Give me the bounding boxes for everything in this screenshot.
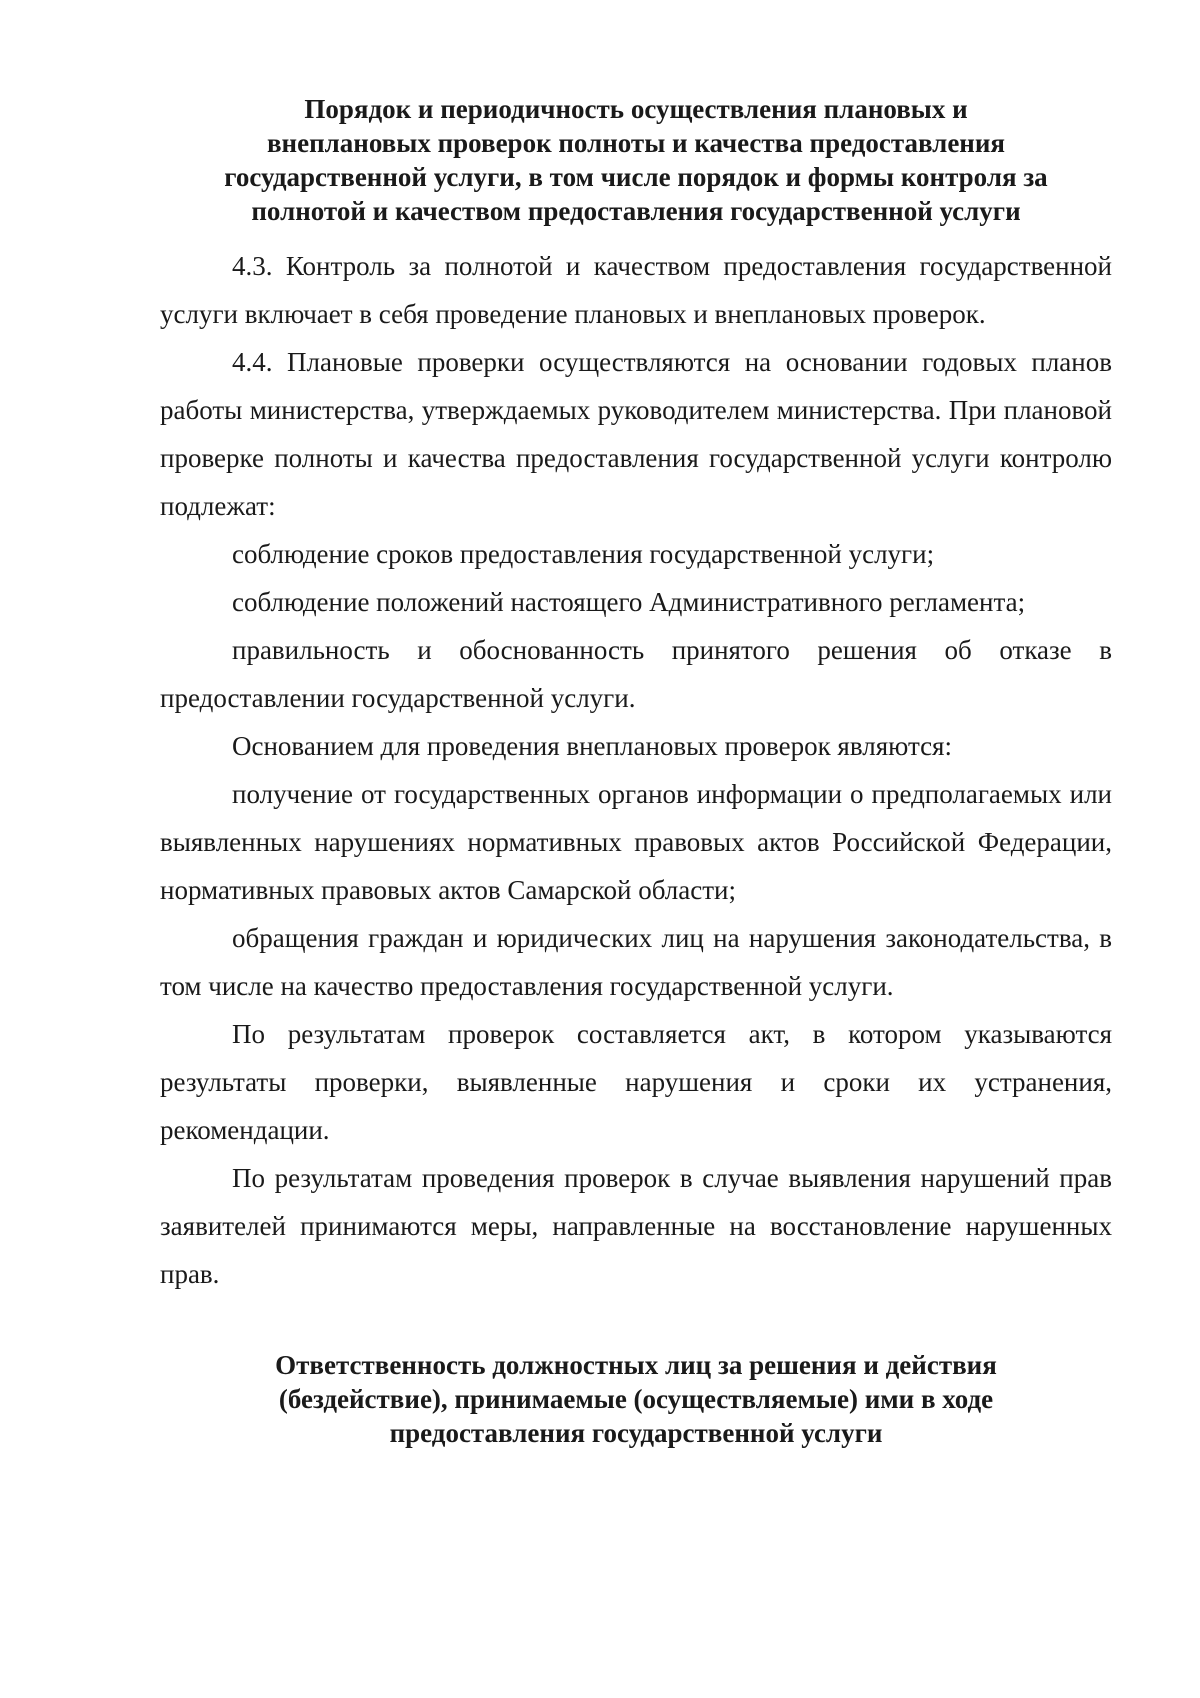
- heading-line: государственной услуги, в том числе порядок и формы контроля за: [224, 162, 1048, 192]
- heading-line: предоставления государственной услуги: [389, 1418, 883, 1448]
- paragraph-item-appeals: обращения граждан и юридических лиц на нарушения законодательства, в том числе на качество предоставления государственной услуги.: [160, 923, 1112, 1001]
- paragraph-item-regulation: соблюдение положений настоящего Административного регламента;: [232, 587, 1026, 617]
- paragraph-unscheduled-grounds: Основанием для проведения внеплановых проверок являются:: [232, 731, 952, 761]
- heading-line: (бездействие), принимаемые (осуществляемые) ими в ходе: [278, 1384, 994, 1414]
- paragraph-act: По результатам проверок составляется акт, в котором указываются результаты проверки, выявленные нарушения и сроки их устранения, рекомендации.: [160, 1019, 1112, 1145]
- heading-line: внеплановых проверок полноты и качества предоставления: [266, 128, 1006, 158]
- paragraph-item-deadlines: соблюдение сроков предоставления государственной услуги;: [232, 539, 935, 569]
- paragraph-item-information: получение от государственных органов информации о предполагаемых или выявленных нарушениях нормативных правовых актов Российской Федерации, нормативных правовых актов Самарской области;: [160, 779, 1112, 905]
- paragraph-measures: По результатам проведения проверок в случае выявления нарушений прав заявителей принимаются меры, направленные на восстановление нарушенных прав.: [160, 1163, 1112, 1289]
- paragraph-4-3: 4.3. Контроль за полнотой и качеством предоставления государственной услуги включает в себя проведение плановых и внеплановых проверок.: [160, 251, 1112, 329]
- section-heading-responsibility: [160, 1348, 1112, 1450]
- heading-line: Порядок и периодичность осуществления плановых и: [304, 94, 968, 124]
- paragraph-item-refusal: правильность и обоснованность принятого решения об отказе в предоставлении государственной услуги.: [160, 635, 1112, 713]
- heading-line: Ответственность должностных лиц за решения и действия: [275, 1350, 997, 1380]
- heading-line: полнотой и качеством предоставления государственной услуги: [251, 196, 1021, 226]
- paragraph-4-4: 4.4. Плановые проверки осуществляются на основании годовых планов работы министерства, утверждаемых руководителем министерства. При плановой проверке полноты и качества предоставления государственной услуги контролю подлежат:: [160, 347, 1112, 521]
- section-heading-control-procedure: [160, 92, 1112, 228]
- body-section: [160, 242, 1112, 1298]
